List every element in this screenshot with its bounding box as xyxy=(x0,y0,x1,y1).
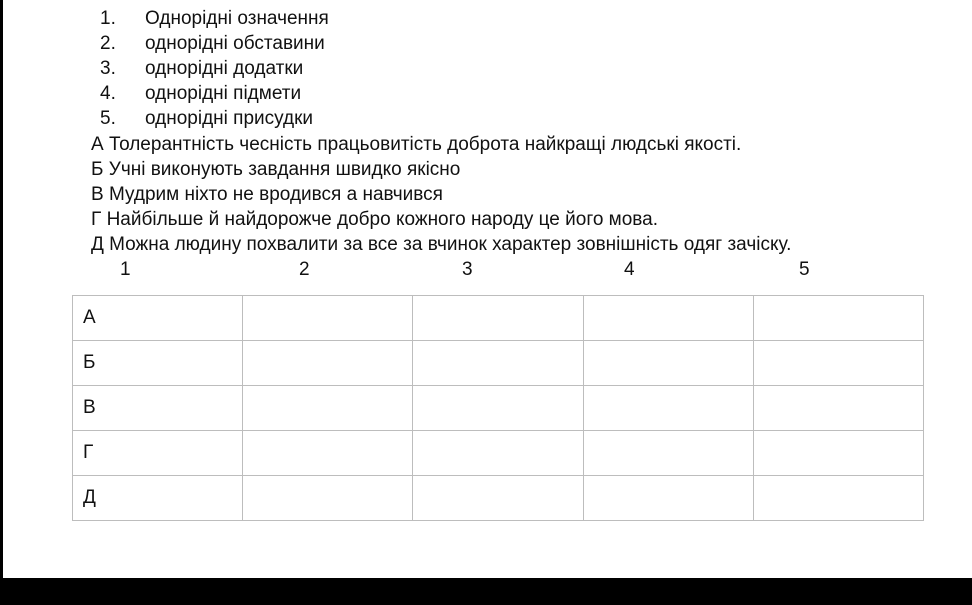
column-header-2: 2 xyxy=(299,259,310,280)
list-item xyxy=(100,6,329,31)
sentence-d: Д Можна людину похвалити за все за вчинок характер зовнішність одяг зачіску. xyxy=(91,234,792,255)
column-headers xyxy=(3,257,972,282)
list-text: однорідні підмети xyxy=(145,83,302,104)
list-number: 3. xyxy=(100,58,116,79)
row-label: А xyxy=(73,296,243,341)
answer-cell[interactable] xyxy=(413,341,583,386)
row-label: Г xyxy=(73,431,243,476)
list-item xyxy=(100,106,329,131)
list-number: 5. xyxy=(100,108,116,129)
answer-cell[interactable] xyxy=(753,476,923,521)
table-row xyxy=(73,386,924,431)
answer-cell[interactable] xyxy=(243,476,413,521)
list-text: однорідні додатки xyxy=(145,58,304,79)
row-label: Б xyxy=(73,341,243,386)
answer-cell[interactable] xyxy=(243,341,413,386)
sentence-a: А Толерантність чесність працьовитість доброта найкращі людські якості. xyxy=(91,134,742,155)
answer-cell[interactable] xyxy=(583,296,753,341)
table-row xyxy=(73,341,924,386)
list-item xyxy=(100,81,329,106)
column-header-4: 4 xyxy=(624,259,635,280)
answer-cell[interactable] xyxy=(243,386,413,431)
answer-cell[interactable] xyxy=(753,296,923,341)
column-header-5: 5 xyxy=(799,259,810,280)
sentence-h: Г Найбільше й найдорожче добро кожного народу це його мова. xyxy=(91,209,659,230)
list-text: однорідні обставини xyxy=(145,33,325,54)
answer-cell[interactable] xyxy=(413,296,583,341)
column-header-3: 3 xyxy=(462,259,473,280)
answer-cell[interactable] xyxy=(583,476,753,521)
answer-cell[interactable] xyxy=(243,431,413,476)
list-item xyxy=(100,56,329,81)
column-header-1: 1 xyxy=(120,259,131,280)
list-text: однорідні присудки xyxy=(145,108,314,129)
list-number: 4. xyxy=(100,83,116,104)
answer-cell[interactable] xyxy=(413,431,583,476)
answer-cell[interactable] xyxy=(753,341,923,386)
answer-cell[interactable] xyxy=(413,386,583,431)
list-text: Однорідні означення xyxy=(145,8,329,29)
row-label: В xyxy=(73,386,243,431)
table-row xyxy=(73,296,924,341)
sentence-list xyxy=(91,132,791,257)
document-page xyxy=(3,0,972,578)
sentence-v: В Мудрим ніхто не вродився а навчився xyxy=(91,184,443,205)
sentence-b: Б Учні виконують завдання швидко якісно xyxy=(91,159,461,180)
answer-cell[interactable] xyxy=(753,431,923,476)
table-row xyxy=(73,431,924,476)
list-item xyxy=(100,31,329,56)
table-row xyxy=(73,476,924,521)
answer-cell[interactable] xyxy=(583,341,753,386)
list-number: 2. xyxy=(100,33,116,54)
row-label: Д xyxy=(73,476,243,521)
answer-cell[interactable] xyxy=(753,386,923,431)
answer-cell[interactable] xyxy=(413,476,583,521)
answer-cell[interactable] xyxy=(583,431,753,476)
answer-cell[interactable] xyxy=(583,386,753,431)
answer-table xyxy=(72,295,924,521)
answer-cell[interactable] xyxy=(243,296,413,341)
list-number: 1. xyxy=(100,8,116,29)
numbered-list xyxy=(100,6,329,131)
